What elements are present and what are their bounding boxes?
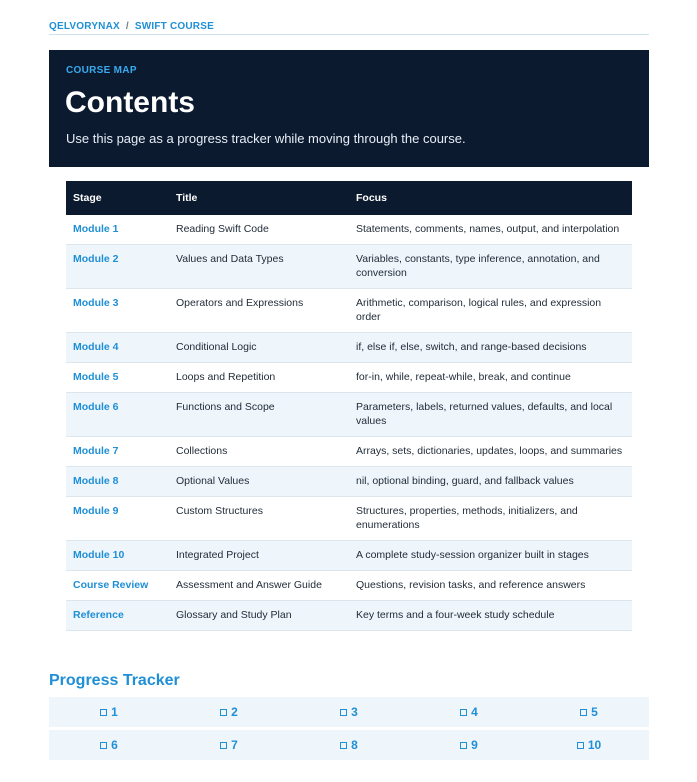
stage-cell[interactable]: Module 1 (66, 215, 169, 245)
tracker-row (49, 730, 649, 760)
table-row (66, 333, 632, 363)
header-title: Title (169, 181, 349, 215)
title-cell: Integrated Project (169, 541, 349, 571)
title-cell: Operators and Expressions (169, 289, 349, 333)
focus-cell: if, else if, else, switch, and range-based decisions (349, 333, 632, 363)
tracker-title: Progress Tracker (49, 672, 180, 689)
progress-tracker (49, 697, 649, 763)
hero-banner (49, 50, 649, 167)
tracker-item-label: 10 (587, 738, 602, 752)
tracker-item[interactable] (409, 730, 529, 760)
stage-cell[interactable]: Module 10 (66, 541, 169, 571)
title-cell: Collections (169, 437, 349, 467)
page-title: Contents (65, 86, 195, 119)
table-row (66, 393, 632, 437)
table-row (66, 437, 632, 467)
title-cell: Custom Structures (169, 497, 349, 541)
focus-cell: Arrays, sets, dictionaries, updates, loops, and summaries (349, 437, 632, 467)
stage-cell[interactable]: Course Review (66, 571, 169, 601)
tracker-item[interactable] (169, 730, 289, 760)
table-row (66, 467, 632, 497)
table-row (66, 215, 632, 245)
focus-cell: nil, optional binding, guard, and fallback values (349, 467, 632, 497)
breadcrumb-course[interactable]: SWIFT COURSE (134, 21, 214, 32)
focus-cell: Arithmetic, comparison, logical rules, and expression order (349, 289, 632, 333)
stage-cell[interactable]: Reference (66, 601, 169, 631)
breadcrumb-separator: / (125, 21, 129, 32)
header-stage: Stage (66, 181, 169, 215)
title-cell: Functions and Scope (169, 393, 349, 437)
focus-cell: Parameters, labels, returned values, defaults, and local values (349, 393, 632, 437)
focus-cell: Structures, properties, methods, initializers, and enumerations (349, 497, 632, 541)
table-row (66, 541, 632, 571)
checkbox-icon[interactable] (100, 709, 107, 716)
stage-cell[interactable]: Module 2 (66, 245, 169, 289)
tracker-item[interactable] (289, 697, 409, 727)
stage-cell[interactable]: Module 9 (66, 497, 169, 541)
table-row (66, 245, 632, 289)
breadcrumb (49, 21, 649, 35)
breadcrumb-org[interactable]: QELVORYNAX (49, 21, 120, 32)
title-cell: Loops and Repetition (169, 363, 349, 393)
checkbox-icon[interactable] (220, 742, 227, 749)
focus-cell: Variables, constants, type inference, annotation, and conversion (349, 245, 632, 289)
table-header-row (66, 181, 632, 215)
focus-cell: for-in, while, repeat-while, break, and continue (349, 363, 632, 393)
tracker-item[interactable] (49, 730, 169, 760)
tracker-item[interactable] (529, 730, 649, 760)
checkbox-icon[interactable] (577, 742, 584, 749)
checkbox-icon[interactable] (580, 709, 587, 716)
tracker-item[interactable] (169, 697, 289, 727)
checkbox-icon[interactable] (340, 742, 347, 749)
title-cell: Values and Data Types (169, 245, 349, 289)
tracker-item-label: 6 (111, 738, 118, 752)
title-cell: Assessment and Answer Guide (169, 571, 349, 601)
stage-cell[interactable]: Module 3 (66, 289, 169, 333)
tracker-item-label: 2 (231, 705, 238, 719)
stage-cell[interactable]: Module 5 (66, 363, 169, 393)
stage-cell[interactable]: Module 8 (66, 467, 169, 497)
tracker-item[interactable] (49, 697, 169, 727)
hero-kicker: COURSE MAP (66, 65, 137, 76)
title-cell: Reading Swift Code (169, 215, 349, 245)
title-cell: Conditional Logic (169, 333, 349, 363)
tracker-item-label: 1 (111, 705, 118, 719)
checkbox-icon[interactable] (220, 709, 227, 716)
tracker-item[interactable] (289, 730, 409, 760)
focus-cell: A complete study-session organizer built in stages (349, 541, 632, 571)
stage-cell[interactable]: Module 6 (66, 393, 169, 437)
checkbox-icon[interactable] (460, 709, 467, 716)
table-row (66, 601, 632, 631)
focus-cell: Key terms and a four-week study schedule (349, 601, 632, 631)
tracker-item-label: 9 (471, 738, 478, 752)
checkbox-icon[interactable] (340, 709, 347, 716)
tracker-item[interactable] (409, 697, 529, 727)
checkbox-icon[interactable] (460, 742, 467, 749)
tracker-item-label: 4 (471, 705, 478, 719)
table-row (66, 363, 632, 393)
focus-cell: Statements, comments, names, output, and interpolation (349, 215, 632, 245)
table-row (66, 289, 632, 333)
tracker-row (49, 697, 649, 727)
tracker-item-label: 5 (591, 705, 598, 719)
stage-cell[interactable]: Module 4 (66, 333, 169, 363)
tracker-item-label: 3 (351, 705, 358, 719)
tracker-item-label: 7 (231, 738, 238, 752)
title-cell: Optional Values (169, 467, 349, 497)
focus-cell: Questions, revision tasks, and reference answers (349, 571, 632, 601)
header-focus: Focus (349, 181, 632, 215)
hero-subtitle: Use this page as a progress tracker while moving through the course. (66, 131, 466, 146)
table-row (66, 571, 632, 601)
checkbox-icon[interactable] (100, 742, 107, 749)
contents-table (66, 181, 632, 631)
stage-cell[interactable]: Module 7 (66, 437, 169, 467)
tracker-item[interactable] (529, 697, 649, 727)
tracker-item-label: 8 (351, 738, 358, 752)
table-row (66, 497, 632, 541)
title-cell: Glossary and Study Plan (169, 601, 349, 631)
